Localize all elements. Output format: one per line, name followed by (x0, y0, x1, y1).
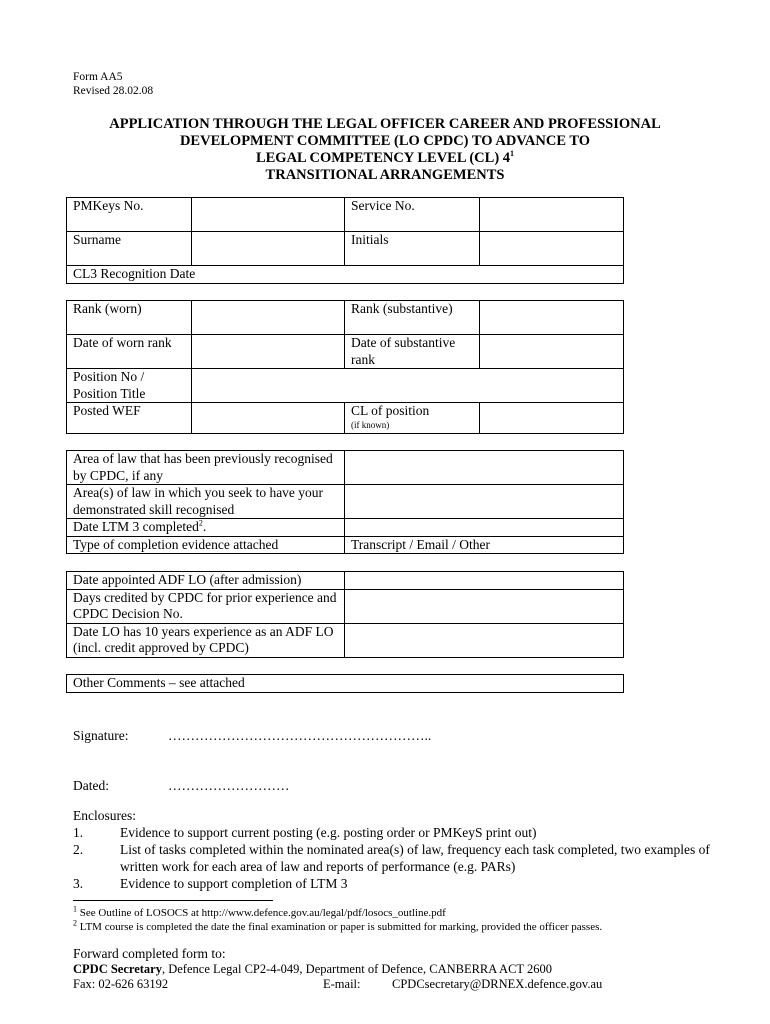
surname-field[interactable] (192, 232, 345, 266)
enclosure-number: 2. (73, 842, 84, 857)
area-seek-field[interactable] (345, 485, 624, 519)
title-line-2: DEVELOPMENT COMMITTEE (LO CPDC) TO ADVANCE TO (179, 133, 591, 149)
enclosures-heading: Enclosures: (73, 808, 136, 823)
email-label: E-mail: (323, 977, 361, 991)
dated-label: Dated: (73, 778, 109, 793)
form-id: Form AA5 (73, 71, 123, 83)
ltm-text: Date LTM 3 completed (73, 519, 199, 534)
forward-recipient: CPDC Secretary (73, 962, 162, 976)
date-worn-label: Date of worn rank (67, 335, 192, 369)
title-line-3 (60, 150, 710, 167)
revised-date: Revised 28.02.08 (73, 85, 154, 97)
email-address[interactable]: CPDCsecretary@DRNEX.defence.gov.au (392, 977, 603, 991)
pmkeys-field[interactable] (192, 198, 345, 232)
ltm-end: . (202, 519, 207, 534)
signature-label: Signature: (73, 728, 129, 743)
date-sub-field[interactable] (480, 335, 624, 369)
enclosure-text: Evidence to support current posting (e.g. posting order or PMKeyS print out) (120, 825, 537, 840)
posted-wef-field[interactable] (192, 403, 345, 434)
enclosure-text: Evidence to support completion of LTM 3 (120, 876, 348, 891)
service-field[interactable] (480, 198, 624, 232)
footnote-ref-2: 2 (198, 518, 203, 528)
cl-position-label (345, 403, 480, 434)
area-prev-field[interactable] (345, 451, 624, 485)
initials-label: Initials (345, 232, 480, 266)
enclosure-number: 3. (73, 876, 84, 891)
title-line-3-text: LEGAL COMPETENCY LEVEL (CL) 4 (255, 150, 511, 166)
date-worn-field[interactable] (192, 335, 345, 369)
form-title (60, 116, 710, 184)
personal-details-table (66, 197, 624, 284)
footnote-ref-1: 1 (510, 149, 515, 159)
date-sub-label: Date of substantive rank (345, 335, 480, 369)
fax-number: Fax: 02-626 63192 (73, 977, 169, 991)
comments-table (66, 674, 624, 693)
surname-label: Surname (67, 232, 192, 266)
enclosure-number: 1. (73, 825, 84, 840)
footnote-mark: 2 (73, 918, 77, 928)
ten-years-field[interactable] (345, 623, 624, 657)
title-line-1: APPLICATION THROUGH THE LEGAL OFFICER CAREER AND PROFESSIONAL (109, 116, 661, 132)
rank-worn-field[interactable] (192, 301, 345, 335)
initials-field[interactable] (480, 232, 624, 266)
law-area-table (66, 450, 624, 554)
area-prev-label: Area of law that has been previously recognised by CPDC, if any (67, 451, 345, 485)
days-credited-label: Days credited by CPDC for prior experience and CPDC Decision No. (67, 589, 345, 623)
position-label: Position No / Position Title (67, 369, 192, 403)
posted-wef-label: Posted WEF (67, 403, 192, 434)
title-line-4: TRANSITIONAL ARRANGEMENTS (265, 167, 505, 183)
dated-line[interactable]: ……………………… (168, 778, 290, 793)
position-field[interactable] (192, 369, 624, 403)
experience-table (66, 571, 624, 658)
enclosure-text: List of tasks completed within the nominated area(s) of law, frequency each task completed, two examples of written work for each area of law and reports of performance (e.g. PARs) (120, 842, 710, 874)
footnote-text: LTM course is completed the date the final examination or paper is submitted for marking, provided the officer passes. (79, 921, 603, 933)
service-label: Service No. (345, 198, 480, 232)
cl3-recognition-date[interactable]: CL3 Recognition Date (67, 266, 624, 284)
ltm-field[interactable] (345, 519, 624, 537)
rank-worn-label: Rank (worn) (67, 301, 192, 335)
footnote-text: See Outline of LOSOCS at http://www.defence.gov.au/legal/pdf/losocs_outline.pdf (79, 907, 446, 919)
cl-position-text: CL of position (351, 403, 430, 418)
footnote-mark: 1 (73, 904, 77, 914)
pmkeys-label: PMKeys No. (67, 198, 192, 232)
forward-address-text: , Defence Legal CP2-4-049, Department of Defence, CANBERRA ACT 2600 (161, 962, 552, 976)
ltm-label (67, 519, 345, 537)
ten-years-label: Date LO has 10 years experience as an ADF LO (incl. credit approved by CPDC) (67, 623, 345, 657)
if-known-note: (if known) (351, 419, 390, 430)
rank-sub-field[interactable] (480, 301, 624, 335)
cl-position-field[interactable] (480, 403, 624, 434)
forward-intro: Forward completed form to: (73, 946, 226, 961)
days-credited-field[interactable] (345, 589, 624, 623)
other-comments[interactable]: Other Comments – see attached (67, 675, 624, 693)
signature-line[interactable]: ………………………………………………….. (168, 728, 432, 743)
footnote-2 (73, 920, 723, 934)
footnote-1 (73, 906, 713, 920)
rank-sub-label: Rank (substantive) (345, 301, 480, 335)
forward-address (73, 962, 713, 977)
appointed-field[interactable] (345, 572, 624, 590)
evidence-label: Type of completion evidence attached (67, 536, 345, 554)
footnote-divider (73, 900, 273, 901)
evidence-value[interactable]: Transcript / Email / Other (345, 536, 624, 554)
area-seek-label: Area(s) of law in which you seek to have your demonstrated skill recognised (67, 485, 345, 519)
rank-details-table (66, 300, 624, 434)
appointed-label: Date appointed ADF LO (after admission) (67, 572, 345, 590)
